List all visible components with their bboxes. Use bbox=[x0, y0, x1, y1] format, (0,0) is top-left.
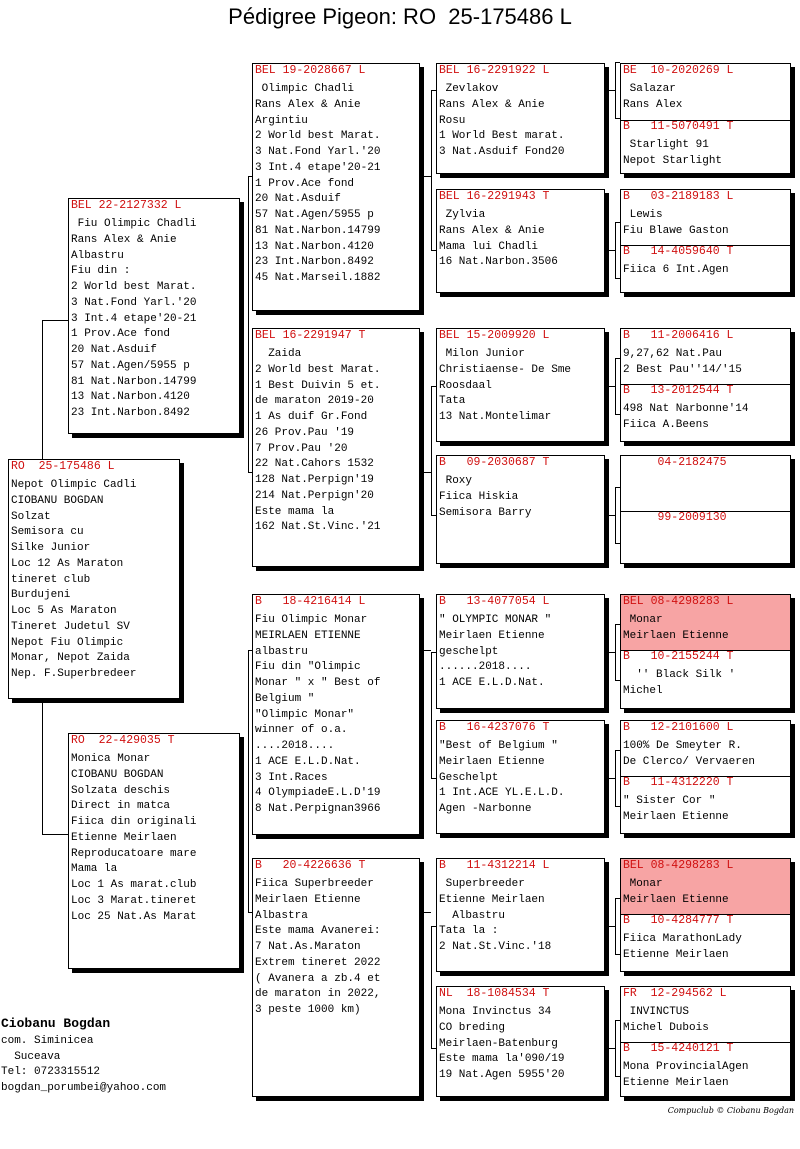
grandparent-box bbox=[252, 858, 420, 1097]
connector-line bbox=[431, 926, 432, 1048]
connector-line bbox=[431, 90, 432, 250]
ring-number: 04-2182475 bbox=[623, 456, 727, 469]
pedigree-line: 1 As duif Gr.Fond bbox=[255, 411, 368, 423]
connector-line bbox=[42, 834, 68, 835]
connector-line bbox=[615, 1020, 616, 1076]
pedigree-line: Nepot Starlight bbox=[623, 154, 723, 167]
pedigree-line: 2 World best Marat. bbox=[255, 130, 381, 143]
pedigree-line: Semisora Barry bbox=[439, 506, 532, 519]
ring-number: B 15-4240121 T bbox=[623, 1042, 734, 1055]
grandparent-box bbox=[252, 63, 420, 311]
ring-number: RO 25-175486 L bbox=[11, 460, 115, 473]
owner-name: Ciobanu Bogdan bbox=[1, 1016, 111, 1031]
ring-number: B 09-2030687 T bbox=[439, 456, 550, 469]
ring-number: BEL 16-2291947 T bbox=[255, 329, 366, 342]
ring-number: B 03-2189183 L bbox=[623, 190, 734, 203]
pedigree-line: Fiu Blawe Gaston bbox=[623, 224, 729, 237]
owner-phone: Tel: 0723315512 bbox=[1, 1066, 101, 1078]
pedigree-line: 1 Prov.Ace fond bbox=[71, 328, 171, 341]
ring-number: B 10-2155244 T bbox=[623, 650, 734, 663]
pedigree-line: Extrem tineret 2022 bbox=[255, 956, 381, 969]
pedigree-line: 498 Nat Narbonne'14 bbox=[623, 403, 749, 415]
ring-number: B 18-4216414 L bbox=[255, 595, 366, 608]
pedigree-line: 3 Int.4 etape'20-21 bbox=[255, 161, 381, 174]
pedigree-line: 3 Int.4 etape'20-21 bbox=[71, 312, 197, 325]
pedigree-line: Silke Junior bbox=[11, 542, 91, 554]
pedigree-line: Fiu Olimpic Chadli bbox=[71, 218, 197, 230]
connector-line bbox=[42, 696, 43, 834]
pedigree-line: Mama la bbox=[71, 863, 118, 876]
great-grandparent-box bbox=[436, 328, 605, 442]
page-title: Pédigree Pigeon: RO 25-175486 L bbox=[228, 4, 572, 29]
pedigree-line: Monica Monar bbox=[71, 753, 151, 765]
pedigree-line: 8 Nat.Perpignan3966 bbox=[255, 803, 381, 815]
ancestor-bottom bbox=[621, 511, 790, 564]
ring-number: B 20-4226636 T bbox=[255, 859, 366, 872]
pedigree-line: Milon Junior bbox=[439, 348, 525, 360]
ancestor-bottom bbox=[621, 1042, 790, 1097]
pedigree-line: 20 Nat.Asduif bbox=[255, 193, 341, 206]
ancestor-bottom bbox=[621, 914, 790, 972]
pedigree-line: 57 Nat.Agen/5955 p bbox=[71, 359, 190, 372]
pedigree-line: 57 Nat.Agen/5955 p bbox=[255, 209, 374, 221]
pedigree-line: 13 Nat.Narbon.4120 bbox=[255, 240, 374, 253]
pedigree-line: Rans Alex & Anie bbox=[71, 233, 177, 246]
pedigree-line: Lewis bbox=[623, 209, 663, 221]
pedigree-line: Tata bbox=[439, 395, 466, 408]
connector-line bbox=[605, 1048, 615, 1049]
pedigree-line: '' Black Silk ' bbox=[623, 669, 736, 681]
pedigree-line: Tineret Judetul SV bbox=[11, 620, 130, 633]
pedigree-line: Albastru bbox=[439, 909, 506, 922]
grandparent-box bbox=[252, 594, 420, 835]
pedigree-line: Etienne Meirlaen bbox=[623, 948, 729, 961]
connector-line bbox=[615, 898, 616, 954]
pedigree-line: 3 Nat.Fond Yarl.'20 bbox=[255, 146, 381, 158]
ancestor-top bbox=[621, 64, 790, 120]
ring-number: B 11-4312214 L bbox=[439, 859, 550, 872]
pedigree-line: Rans Alex & Anie bbox=[255, 98, 361, 111]
pedigree-line: Fiica A.Beens bbox=[623, 418, 709, 431]
pedigree-line: 1 World Best marat. bbox=[439, 130, 565, 143]
ring-number: BEL 19-2028667 L bbox=[255, 64, 366, 77]
pedigree-line: 2 Nat.St.Vinc.'18 bbox=[439, 941, 552, 953]
pedigree-line: 1 Best Duivin 5 et. bbox=[255, 379, 381, 392]
pedigree-line: 23 Int.Narbon.8492 bbox=[71, 407, 190, 419]
pedigree-line: 2 World best Marat. bbox=[255, 363, 381, 376]
pedigree-line: Zaida bbox=[255, 348, 302, 360]
pedigree-line: Fiica din originali bbox=[71, 816, 197, 828]
pedigree-line: Este mama la'090/19 bbox=[439, 1053, 565, 1066]
pedigree-line: 100% De Smeyter R. bbox=[623, 740, 742, 752]
connector-line bbox=[605, 515, 615, 516]
pedigree-line: 3 peste 1000 km) bbox=[255, 1004, 361, 1016]
pedigree-line: CO breding bbox=[439, 1021, 506, 1034]
great-great-grandparent-box bbox=[620, 720, 791, 834]
pedigree-line: Michel bbox=[623, 684, 663, 697]
owner-address-line: com. Siminicea bbox=[1, 1035, 94, 1047]
great-grandparent-box bbox=[436, 63, 605, 174]
connector-line bbox=[605, 926, 615, 927]
pedigree-line: 7 Prov.Pau '20 bbox=[255, 442, 348, 455]
connector-line bbox=[420, 650, 431, 651]
connector-line bbox=[615, 624, 616, 680]
connector-line bbox=[420, 912, 431, 913]
pedigree-line: Loc 12 As Maraton bbox=[11, 557, 124, 570]
owner-info bbox=[0, 1014, 166, 1096]
pedigree-line: Fiica Hiskia bbox=[439, 490, 519, 503]
pedigree-line: albastru bbox=[255, 645, 308, 658]
ancestor-bottom bbox=[621, 120, 790, 174]
box-divider bbox=[621, 1042, 790, 1043]
pedigree-line: Belgium " bbox=[255, 692, 315, 705]
ring-number: RO 22-429035 T bbox=[71, 734, 175, 747]
pedigree-line: Superbreeder bbox=[439, 878, 525, 890]
ancestor-top bbox=[621, 456, 790, 511]
sire-box bbox=[68, 198, 240, 434]
pedigree-line: tineret club bbox=[11, 573, 91, 586]
pedigree-line: winner of o.a. bbox=[255, 724, 348, 737]
pedigree-line: 3 Nat.Asduif Fond20 bbox=[439, 146, 565, 158]
pedigree-line: Nepot Fiu Olimpic bbox=[11, 636, 124, 649]
pedigree-line: Meirlaen Etienne bbox=[255, 893, 361, 906]
pedigree-line: Mona ProvincialAgen bbox=[623, 1061, 749, 1073]
ring-number: 99-2009130 bbox=[623, 511, 727, 524]
pedigree-line: Fiu Olimpic Monar bbox=[255, 614, 368, 626]
pedigree-line: Olimpic Chadli bbox=[255, 83, 355, 95]
connector-line bbox=[42, 320, 43, 460]
pedigree-line: 13 Nat.Narbon.4120 bbox=[71, 391, 190, 404]
pedigree-line: Burdujeni bbox=[11, 589, 71, 602]
pedigree-line: Mama lui Chadli bbox=[439, 240, 539, 253]
connector-line bbox=[605, 250, 615, 251]
ring-number: BEL 16-2291922 L bbox=[439, 64, 550, 77]
pedigree-line: Roosdaal bbox=[439, 379, 492, 392]
ring-number: B 16-4237076 T bbox=[439, 721, 550, 734]
owner-address-line: Suceava bbox=[1, 1050, 61, 1063]
box-divider bbox=[621, 120, 790, 121]
pedigree-line: Starlight 91 bbox=[623, 139, 709, 151]
pedigree-line: Etienne Meirlaen bbox=[439, 893, 545, 906]
pedigree-line: geschelpt bbox=[439, 645, 499, 658]
pedigree-line: Fiica 6 Int.Agen bbox=[623, 264, 729, 276]
connector-line bbox=[431, 386, 432, 515]
great-grandparent-box bbox=[436, 858, 605, 972]
pedigree-line: 3 Nat.Fond Yarl.'20 bbox=[71, 296, 197, 309]
pedigree-line: Nepot Olimpic Cadli bbox=[11, 479, 137, 491]
pedigree-line: 16 Nat.Narbon.3506 bbox=[439, 256, 558, 269]
pedigree-line: Fiica MarathonLady bbox=[623, 933, 742, 945]
connector-line bbox=[615, 750, 616, 806]
great-great-grandparent-box bbox=[620, 63, 791, 174]
ring-number: BEL 22-2127332 L bbox=[71, 199, 182, 212]
box-divider bbox=[621, 245, 790, 246]
pedigree-line: Tata la : bbox=[439, 925, 499, 938]
pedigree-line: 26 Prov.Pau '19 bbox=[255, 426, 355, 439]
pedigree-line: Solzata deschis bbox=[71, 784, 171, 797]
ancestor-bottom bbox=[621, 384, 790, 442]
great-grandparent-box bbox=[436, 986, 605, 1097]
connector-line bbox=[420, 472, 431, 473]
ring-number: B 11-5070491 T bbox=[623, 120, 734, 133]
great-great-grandparent-box bbox=[620, 328, 791, 442]
pedigree-line: Semisora cu bbox=[11, 526, 84, 539]
pedigree-line: Fiu din : bbox=[71, 265, 131, 278]
great-great-grandparent-box bbox=[620, 986, 791, 1097]
pedigree-line: ......2018.... bbox=[439, 661, 532, 674]
pedigree-line: Mona Invinctus 34 bbox=[439, 1006, 552, 1018]
pedigree-line: Zylvia bbox=[439, 209, 486, 221]
connector-line bbox=[605, 90, 615, 91]
pedigree-line: 2 Best Pau''14/'15 bbox=[623, 363, 742, 376]
great-grandparent-box bbox=[436, 189, 605, 293]
pedigree-line: CIOBANU BOGDAN bbox=[71, 768, 164, 781]
ring-number: BEL 16-2291943 T bbox=[439, 190, 550, 203]
pedigree-line: "Olimpic Monar" bbox=[255, 708, 355, 721]
great-great-grandparent-box bbox=[620, 594, 791, 709]
pedigree-line: Roxy bbox=[439, 475, 473, 487]
pedigree-line: Monar bbox=[623, 878, 663, 890]
pedigree-line: Loc 5 As Maraton bbox=[11, 605, 117, 617]
connector-line bbox=[615, 487, 616, 543]
pedigree-line: Albastra bbox=[255, 909, 308, 922]
ancestor-top bbox=[621, 329, 790, 384]
pedigree-line: Salazar bbox=[623, 83, 676, 95]
connector-line bbox=[605, 652, 615, 653]
ancestor-top bbox=[621, 595, 790, 650]
pedigree-line: 1 ACE E.L.D.Nat. bbox=[439, 677, 545, 689]
pedigree-line: Este mama la bbox=[255, 505, 335, 518]
pedigree-line: Rosu bbox=[439, 114, 466, 127]
pedigree-line: Meirlaen Etienne bbox=[623, 893, 729, 906]
ring-number: FR 12-294562 L bbox=[623, 987, 727, 1000]
pedigree-line: "Best of Belgium " bbox=[439, 740, 558, 752]
pedigree-line: 23 Int.Narbon.8492 bbox=[255, 256, 374, 269]
pedigree-line: 20 Nat.Asduif bbox=[71, 344, 157, 356]
connector-line bbox=[615, 62, 616, 118]
pedigree-line: Agen -Narbonne bbox=[439, 803, 532, 815]
owner-email: bogdan_porumbei@yahoo.com bbox=[1, 1081, 167, 1094]
pedigree-line: Loc 3 Marat.tineret bbox=[71, 894, 197, 907]
pedigree-line: 7 Nat.As.Maraton bbox=[255, 941, 361, 953]
ancestor-top bbox=[621, 987, 790, 1042]
great-grandparent-box bbox=[436, 594, 605, 709]
ring-number: NL 18-1084534 T bbox=[439, 987, 550, 1000]
pedigree-line: Solzat bbox=[11, 510, 51, 523]
pedigree-line: 2 World best Marat. bbox=[71, 281, 197, 293]
pedigree-line: Albastru bbox=[71, 249, 124, 262]
pedigree-line: Fiica Superbreeder bbox=[255, 878, 374, 890]
connector-line bbox=[248, 650, 249, 912]
pedigree-line: Christiaense- De Sme bbox=[439, 363, 572, 376]
pedigree-line: Argintiu bbox=[255, 114, 308, 127]
pedigree-line: 3 Int.Races bbox=[255, 771, 328, 784]
ancestor-top bbox=[621, 859, 790, 914]
pedigree-line: 45 Nat.Marseil.1882 bbox=[255, 272, 381, 284]
ring-number: BE 10-2020269 L bbox=[623, 64, 734, 77]
pedigree-line: 13 Nat.Montelimar bbox=[439, 411, 552, 423]
pedigree-line: de maraton 2019-20 bbox=[255, 395, 374, 408]
pedigree-line: Meirlaen Etienne bbox=[623, 629, 729, 642]
pedigree-line: Monar bbox=[623, 614, 663, 626]
pedigree-line: 81 Nat.Narbon.14799 bbox=[255, 224, 381, 237]
pedigree-line: Meirlaen-Batenburg bbox=[439, 1037, 558, 1050]
connector-line bbox=[248, 176, 249, 472]
great-great-grandparent-box bbox=[620, 455, 791, 564]
ring-number: B 11-4312220 T bbox=[623, 776, 734, 789]
pedigree-line: Rans Alex & Anie bbox=[439, 224, 545, 237]
pedigree-line: De Clerco/ Vervaeren bbox=[623, 755, 756, 768]
great-great-grandparent-box bbox=[620, 189, 791, 293]
pedigree-line: Meirlaen Etienne bbox=[439, 755, 545, 768]
pedigree-line: Nep. F.Superbredeer bbox=[11, 668, 137, 680]
pedigree-line: Monar " x " Best of bbox=[255, 677, 381, 689]
pedigree-line: Loc 1 As marat.club bbox=[71, 879, 197, 891]
connector-line bbox=[605, 386, 615, 387]
box-divider bbox=[621, 384, 790, 385]
pedigree-line: 9,27,62 Nat.Pau bbox=[623, 348, 723, 360]
pedigree-line: Monar, Nepot Zaida bbox=[11, 652, 130, 665]
pedigree-line: 4 OlympiadeE.L.D'19 bbox=[255, 787, 381, 800]
ancestor-top bbox=[621, 190, 790, 245]
great-great-grandparent-box bbox=[620, 858, 791, 972]
pedigree-line: Direct in matca bbox=[71, 800, 171, 813]
pedigree-line: " Sister Cor " bbox=[623, 795, 716, 807]
pedigree-line: ( Avanera a zb.4 et bbox=[255, 972, 381, 985]
pedigree-line: Reproducatoare mare bbox=[71, 847, 197, 860]
connector-line bbox=[431, 652, 432, 778]
pedigree-line: 1 Prov.Ace fond bbox=[255, 177, 355, 190]
ring-number: B 13-2012544 T bbox=[623, 384, 734, 397]
box-divider bbox=[621, 914, 790, 915]
pedigree-line: " OLYMPIC MONAR " bbox=[439, 614, 552, 626]
box-divider bbox=[621, 650, 790, 651]
ancestor-top bbox=[621, 721, 790, 776]
pedigree-line: 22 Nat.Cahors 1532 bbox=[255, 458, 374, 471]
connector-line bbox=[615, 358, 616, 414]
dam-box bbox=[68, 733, 240, 969]
ancestor-bottom bbox=[621, 650, 790, 709]
great-grandparent-box bbox=[436, 455, 605, 564]
pedigree-line: Michel Dubois bbox=[623, 1021, 709, 1034]
pedigree-line: Este mama Avanerei: bbox=[255, 925, 381, 938]
pedigree-line: INVINCTUS bbox=[623, 1006, 690, 1018]
pedigree-line: Fiu din "Olimpic bbox=[255, 661, 361, 674]
ring-number: B 10-4284777 T bbox=[623, 914, 734, 927]
pedigree-line: Rans Alex bbox=[623, 98, 683, 111]
pedigree-line: Loc 25 Nat.As Marat bbox=[71, 910, 197, 923]
grandparent-box bbox=[252, 328, 420, 567]
pedigree-line: Rans Alex & Anie bbox=[439, 98, 545, 111]
ancestor-bottom bbox=[621, 245, 790, 293]
ring-number: B 14-4059640 T bbox=[623, 245, 734, 258]
pedigree-line: 1 Int.ACE YL.E.L.D. bbox=[439, 787, 565, 800]
pedigree-line: 19 Nat.Agen 5955'20 bbox=[439, 1069, 565, 1081]
connector-line bbox=[42, 320, 68, 321]
ring-number: B 13-4077054 L bbox=[439, 595, 550, 608]
box-divider bbox=[621, 776, 790, 777]
connector-line bbox=[605, 778, 615, 779]
pedigree-line: 81 Nat.Narbon.14799 bbox=[71, 375, 197, 388]
pedigree-line: de maraton in 2022, bbox=[255, 988, 381, 1001]
pedigree-line: 162 Nat.St.Vinc.'21 bbox=[255, 521, 381, 534]
ring-number: BEL 08-4298283 L bbox=[623, 859, 734, 872]
pedigree-line: 1 ACE E.L.D.Nat. bbox=[255, 755, 361, 768]
pedigree-line: Meirlaen Etienne bbox=[439, 629, 545, 642]
pedigree-line: Geschelpt bbox=[439, 771, 499, 784]
connector-line bbox=[615, 222, 616, 278]
pedigree-line: Etienne Meirlaen bbox=[623, 1076, 729, 1089]
ring-number: B 12-2101600 L bbox=[623, 721, 734, 734]
pedigree-line: 214 Nat.Perpign'20 bbox=[255, 489, 374, 502]
pedigree-line: ....2018.... bbox=[255, 740, 335, 752]
connector-line bbox=[420, 176, 431, 177]
ring-number: BEL 08-4298283 L bbox=[623, 595, 734, 608]
pedigree-line: Zevlakov bbox=[439, 83, 499, 95]
great-grandparent-box bbox=[436, 720, 605, 834]
pedigree-line: 128 Nat.Perpign'19 bbox=[255, 474, 374, 486]
ring-number: B 11-2006416 L bbox=[623, 329, 734, 342]
ancestor-bottom bbox=[621, 776, 790, 834]
box-divider bbox=[621, 511, 790, 512]
pedigree-line: MEIRLAEN ETIENNE bbox=[255, 629, 361, 642]
pedigree-line: CIOBANU BOGDAN bbox=[11, 494, 104, 507]
ring-number: BEL 15-2009920 L bbox=[439, 329, 550, 342]
pedigree-line: Meirlaen Etienne bbox=[623, 810, 729, 823]
pedigree-line: Etienne Meirlaen bbox=[71, 831, 177, 844]
subject-box bbox=[8, 459, 180, 699]
software-credit: Compuclub © Ciobanu Bogdan bbox=[667, 1106, 794, 1115]
